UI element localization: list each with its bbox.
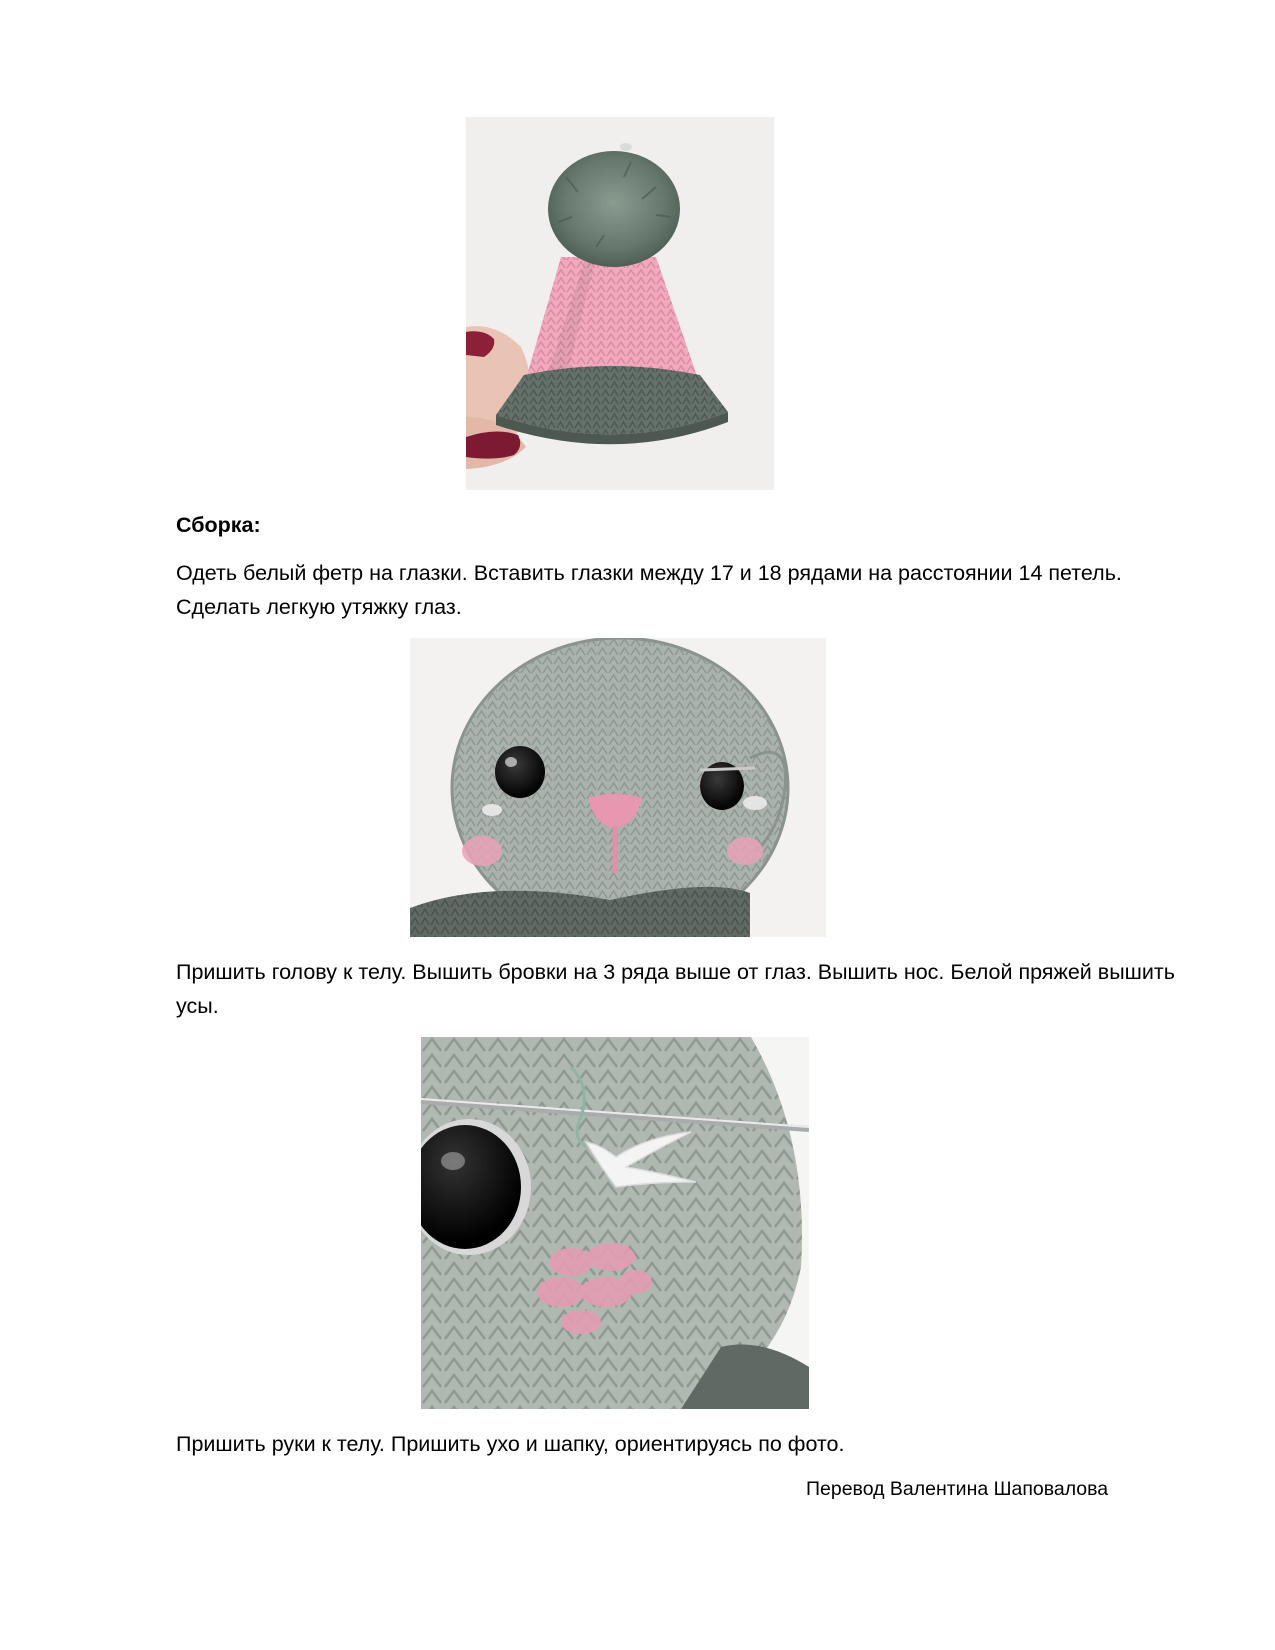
paragraph-eyes: Одеть белый фетр на глазки. Вставить глазки между 17 и 18 рядами на расстоянии 14 петель. Сделать легкую утяжку глаз. [176, 561, 1128, 619]
paragraph-sew-arms: Пришить руки к телу. Пришить ухо и шапку, ориентируясь по фото. [176, 1432, 845, 1456]
paragraph-sew-head: Пришить голову к телу. Вышить бровки на 3 ряда выше от глаз. Вышить нос. Белой пряжей вышить усы. [176, 960, 1181, 1018]
section-heading: Сборка: [176, 513, 261, 537]
crochet-eyebrow-closeup-photo [421, 1037, 809, 1409]
crochet-hat-photo [466, 117, 774, 490]
crochet-head-eyes-photo [410, 638, 826, 937]
translator-credit: Перевод Валентина Шаповалова [806, 1478, 1109, 1500]
